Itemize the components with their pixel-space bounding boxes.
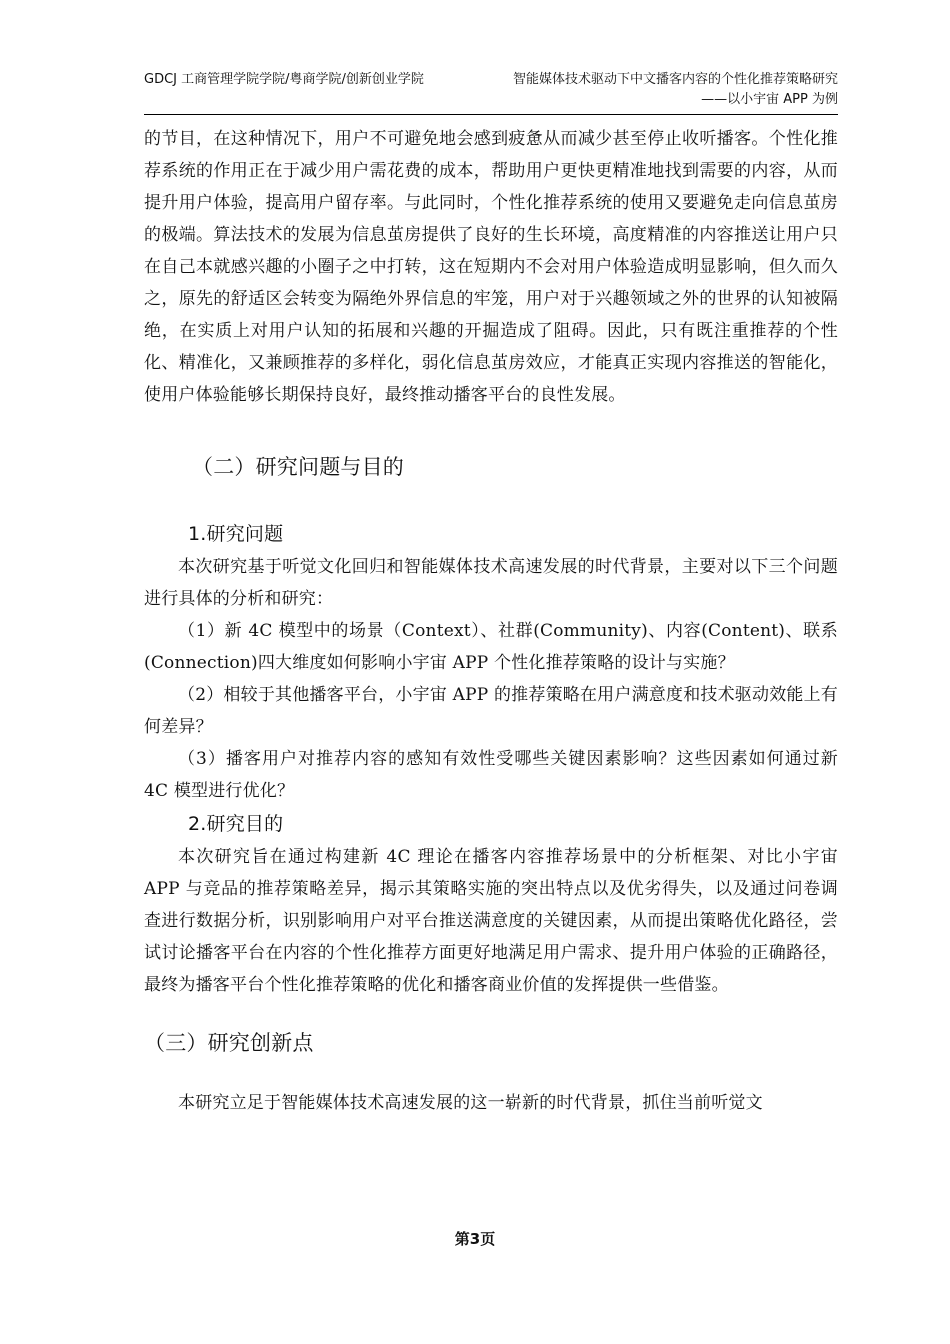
subsection-heading-purpose: 2.研究目的 <box>188 813 284 835</box>
section-heading-3: （三）研究创新点 <box>144 1031 314 1055</box>
question-1: （1）新 4C 模型中的场景（Context）、社群(Community)、内容(Content)、联系(Connection)四大维度如何影响小宇宙 APP 个性化推荐策略的设计与实施？ <box>144 621 838 673</box>
header-subtitle: ——以小宇宙 APP 为例 <box>701 92 838 107</box>
question-3: （3）播客用户对推荐内容的感知有效性受哪些关键因素影响？这些因素如何通过新 4C 模型进行优化？ <box>144 749 838 801</box>
subsection-heading-questions: 1.研究问题 <box>188 523 284 545</box>
innovation-paragraph: 本研究立足于智能媒体技术高速发展的这一崭新的时代背景，抓住当前听觉文 <box>178 1093 763 1113</box>
intro-paragraph: 的节目，在这种情况下，用户不可避免地会感到疲惫从而减少甚至停止收听播客。个性化推荐系统的作用正在于减少用户需花费的成本，帮助用户更快更精准地找到需要的内容，从而提升用户体验，提高用户留存率。与此同时，个性化推荐系统的使用又要避免走向信息茧房的极端。算法技术的发展为信息茧房提供了良好的生长环境，高度精准的内容推送让用户只在自己本就感兴趣的小圈子之中打转，这在短期内不会对用户体验造成明显影响，但久而久之，原先的舒适区会转变为隔绝外界信息的牢笼，用户对于兴趣领域之外的世界的认知被隔绝，在实质上对用户认知的拓展和兴趣的开掘造成了阻碍。因此，只有既注重推荐的个性化、精准化，又兼顾推荐的多样化，弱化信息茧房效应，才能真正实现内容推送的智能化，使用户体验能够长期保持良好，最终推动播客平台的良性发展。 <box>144 129 838 405</box>
page-body <box>144 123 838 1119</box>
questions-intro-paragraph: 本次研究基于听觉文化回归和智能媒体技术高速发展的时代背景，主要对以下三个问题进行具体的分析和研究： <box>144 557 838 609</box>
page-number: 第3页 <box>454 1230 496 1248</box>
purpose-paragraph: 本次研究旨在通过构建新 4C 理论在播客内容推荐场景中的分析框架、对比小宇宙 APP 与竞品的推荐策略差异，揭示其策略实施的突出特点以及优劣得失，以及通过问卷调查进行数据分析，识别影响用户对平台推送满意度的关键因素，从而提出策略优化路径，尝试讨论播客平台在内容的个性化推荐方面更好地满足用户需求、提升用户体验的正确路径，最终为播客平台个性化推荐策略的优化和播客商业价值的发挥提供一些借鉴。 <box>144 847 838 995</box>
header-institution: GDCJ 工商管理学院学院/粤商学院/创新创业学院 <box>144 72 424 87</box>
header-title: 智能媒体技术驱动下中文播客内容的个性化推荐策略研究 <box>512 72 838 87</box>
question-2: （2）相较于其他播客平台，小宇宙 APP 的推荐策略在用户满意度和技术驱动效能上有何差异？ <box>144 685 838 737</box>
page-header <box>144 62 838 115</box>
section-heading-2: （二）研究问题与目的 <box>192 455 404 479</box>
